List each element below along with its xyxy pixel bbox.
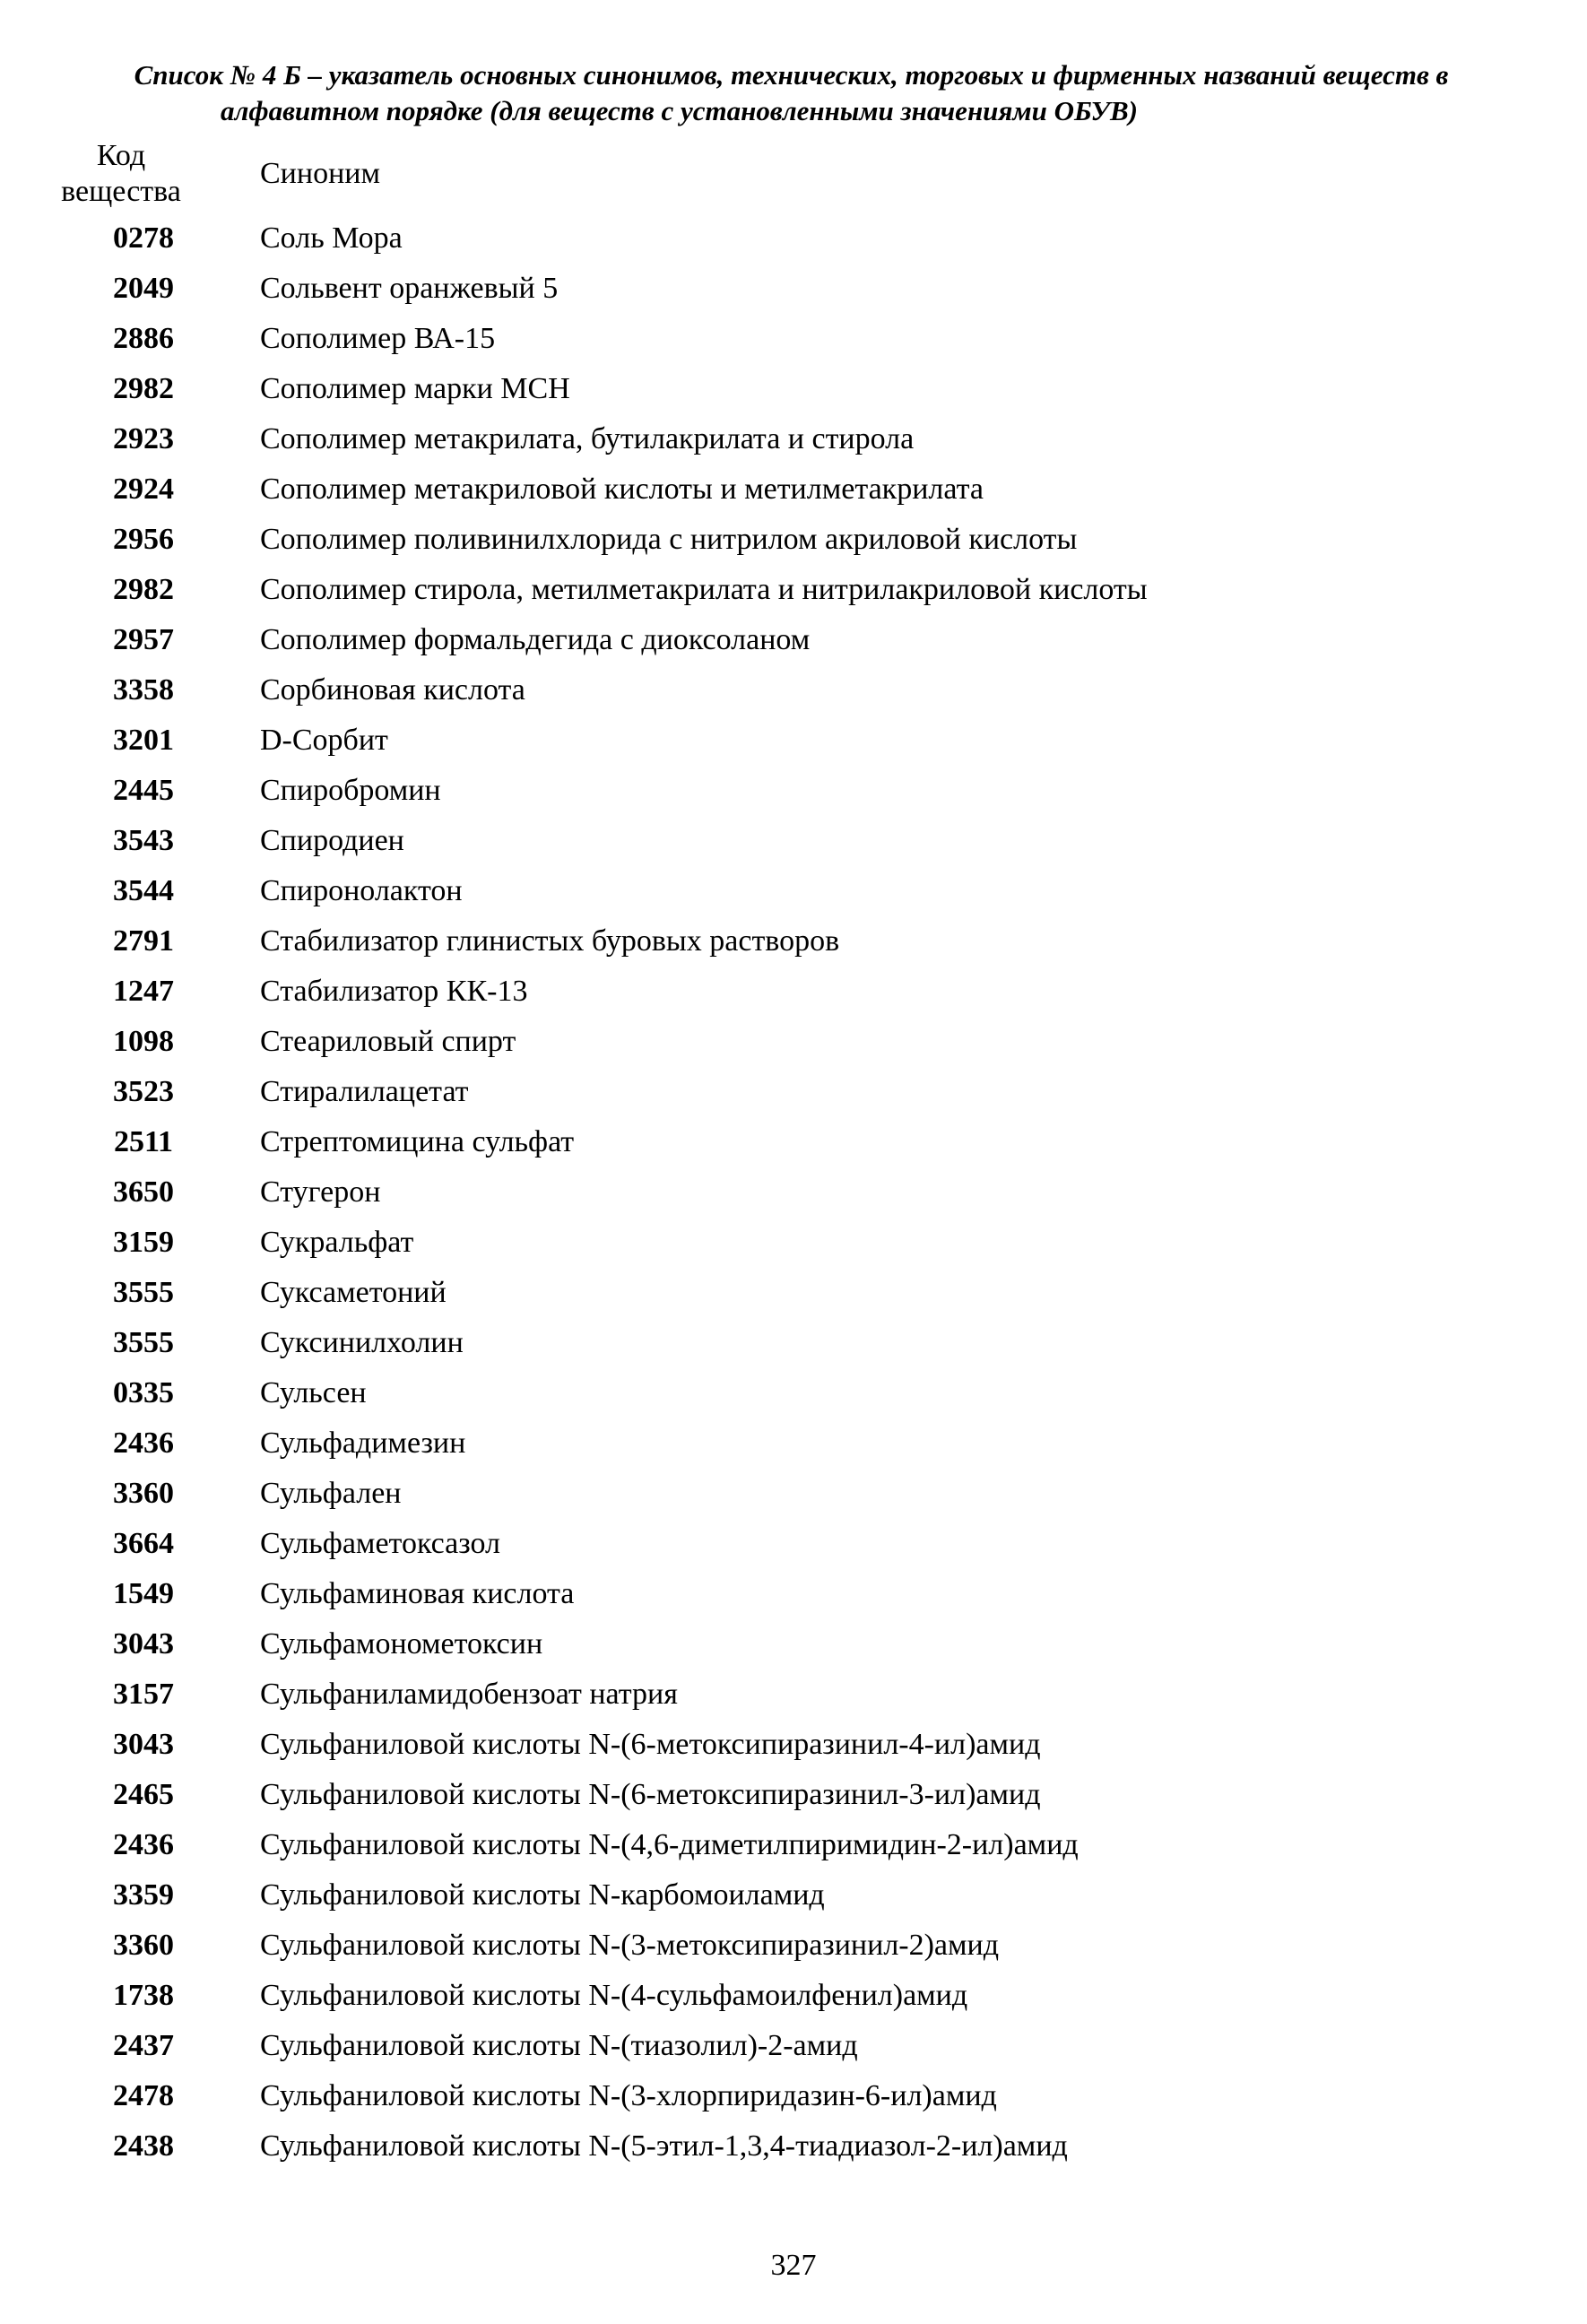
substance-code: 3157	[113, 1678, 174, 1711]
synonym-name: Сульфален	[260, 1477, 402, 1510]
substance-code: 3201	[113, 724, 174, 757]
table-row	[54, 364, 1587, 414]
synonym-name: Сульфаниловой кислоты N-(4-сульфамоилфенил)амид	[260, 1979, 968, 2012]
synonym-name: Стиралилацетат	[260, 1075, 469, 1108]
substance-code: 3650	[113, 1175, 174, 1209]
substance-code: 1549	[113, 1577, 174, 1610]
table-row	[54, 515, 1587, 565]
substance-code: 3543	[113, 824, 174, 857]
substance-code: 2049	[113, 272, 174, 305]
synonym-name: Суксинилхолин	[260, 1326, 464, 1359]
table-row	[54, 213, 1587, 264]
table-header	[54, 138, 1587, 210]
substance-code: 3544	[113, 874, 174, 907]
synonym-name: Сополимер метакрилата, бутилакрилата и стирола	[260, 422, 915, 455]
table-row	[54, 464, 1587, 515]
substance-code: 3664	[113, 1527, 174, 1560]
synonym-name: Стугерон	[260, 1175, 381, 1209]
substance-code: 2924	[113, 473, 174, 506]
table-body	[54, 213, 1587, 2172]
synonym-name: Спиронолактон	[260, 874, 463, 907]
synonym-name: Стрептомицина сульфат	[260, 1125, 575, 1158]
substance-code: 1738	[113, 1979, 174, 2012]
table-row	[54, 615, 1587, 665]
synonym-name: Сульфаниловой кислоты N-(6-метоксипиразинил-3-ил)амид	[260, 1778, 1041, 1811]
synonym-name: Сульфадимезин	[260, 1426, 466, 1460]
table-row	[54, 665, 1587, 715]
synonym-name: Сульфаниловой кислоты N-(3-метоксипиразинил-2)амид	[260, 1929, 1000, 1962]
substance-code: 3358	[113, 673, 174, 707]
table-row	[54, 1619, 1587, 1669]
substance-code: 3043	[113, 1627, 174, 1661]
synonym-name: Сульфаниловой кислоты N-(4,6-диметилпиримидин-2-ил)амид	[260, 1828, 1079, 1861]
table-row	[54, 1017, 1587, 1067]
table-row	[54, 314, 1587, 364]
table-row	[54, 1167, 1587, 1218]
synonym-name: Сульфаминовая кислота	[260, 1577, 575, 1610]
substance-code: 2982	[113, 573, 174, 606]
substance-code: 0278	[113, 221, 174, 255]
synonym-name: Сополимер формальдегида с диоксоланом	[260, 623, 811, 656]
table-row	[54, 766, 1587, 816]
substance-code: 2956	[113, 523, 174, 556]
synonym-name: Сополимер метакриловой кислоты и метилметакрилата	[260, 473, 984, 506]
table-row	[54, 1519, 1587, 1569]
table-row	[54, 1368, 1587, 1418]
substance-code: 2438	[113, 2129, 174, 2163]
column-header-synonym: Синоним	[260, 157, 380, 190]
page-number: 327	[770, 2249, 817, 2282]
table-row	[54, 565, 1587, 615]
substance-code: 1098	[113, 1025, 174, 1058]
table-row	[54, 1218, 1587, 1268]
table-row	[54, 866, 1587, 916]
substance-code: 2791	[113, 924, 174, 958]
synonym-name: Сольвент оранжевый 5	[260, 272, 559, 305]
synonym-name: Сульфаниловой кислоты N-(тиазолил)-2-амид	[260, 2029, 858, 2062]
substance-code: 2982	[113, 372, 174, 405]
substance-code: 2886	[113, 322, 174, 355]
synonym-name: Сополимер марки МСН	[260, 372, 570, 405]
column-header-code-label: Код вещества	[61, 139, 181, 208]
substance-code: 0335	[113, 1376, 174, 1409]
table-row	[54, 1469, 1587, 1519]
synonym-name: Сульфаниламидобензоат натрия	[260, 1678, 678, 1711]
synonym-name: Суксаметоний	[260, 1276, 447, 1309]
document-title-line2: алфавитном порядке (для веществ с установленными значениями ОБУВ)	[220, 95, 1138, 126]
substance-code: 2437	[113, 2029, 174, 2062]
synonym-name: Сульфаниловой кислоты N-карбомоиламид	[260, 1878, 825, 1912]
synonym-name: Сукральфат	[260, 1226, 414, 1259]
synonym-name: Стабилизатор глинистых буровых растворов	[260, 924, 840, 958]
substance-code: 3360	[113, 1929, 174, 1962]
synonym-name: Спиробромин	[260, 774, 441, 807]
table-row	[54, 1720, 1587, 1770]
table-row	[54, 1870, 1587, 1921]
substance-code: 2511	[113, 1125, 174, 1158]
substance-code: 2436	[113, 1828, 174, 1861]
synonym-name: Сульсен	[260, 1376, 367, 1409]
synonym-name: Сорбиновая кислота	[260, 673, 525, 707]
synonym-name: Сульфаниловой кислоты N-(5-этил-1,3,4-тиадиазол-2-ил)амид	[260, 2129, 1068, 2163]
synonym-name: Сополимер ВА-15	[260, 322, 496, 355]
substance-code: 2465	[113, 1778, 174, 1811]
substance-code: 3043	[113, 1728, 174, 1761]
synonym-name: Сульфамонометоксин	[260, 1627, 543, 1661]
synonym-name: Стабилизатор КК-13	[260, 975, 528, 1008]
substance-code: 2478	[113, 2079, 174, 2112]
document-title-line1: Список № 4 Б – указатель основных синонимов, технических, торговых и фирменных названий веществ в	[134, 59, 1449, 91]
table-row	[54, 1268, 1587, 1318]
synonym-name: Стеариловый спирт	[260, 1025, 516, 1058]
synonym-name: Сополимер стирола, метилметакрилата и нитрилакриловой кислоты	[260, 573, 1148, 606]
synonym-name: D-Сорбит	[260, 724, 388, 757]
table-row	[54, 1971, 1587, 2021]
table-row	[54, 1418, 1587, 1469]
synonym-name: Сульфаниловой кислоты N-(6-метоксипиразинил-4-ил)амид	[260, 1728, 1041, 1761]
synonym-table	[0, 138, 1587, 2172]
synonym-name: Сульфаниловой кислоты N-(3-хлорпиридазин-6-ил)амид	[260, 2079, 997, 2112]
table-row	[54, 1318, 1587, 1368]
substance-code: 3360	[113, 1477, 174, 1510]
table-row	[54, 1770, 1587, 1820]
table-row	[54, 715, 1587, 766]
document-title	[85, 57, 1497, 129]
synonym-name: Спиродиен	[260, 824, 404, 857]
synonym-name: Сульфаметоксазол	[260, 1527, 500, 1560]
table-row	[54, 816, 1587, 866]
table-row	[54, 2021, 1587, 2071]
substance-code: 2445	[113, 774, 174, 807]
synonym-name: Сополимер поливинилхлорида с нитрилом акриловой кислоты	[260, 523, 1078, 556]
table-row	[54, 967, 1587, 1017]
substance-code: 3555	[113, 1326, 174, 1359]
substance-code: 2923	[113, 422, 174, 455]
substance-code: 3159	[113, 1226, 174, 1259]
substance-code: 3523	[113, 1075, 174, 1108]
table-row	[54, 1921, 1587, 1971]
substance-code: 2957	[113, 623, 174, 656]
table-row	[54, 1669, 1587, 1720]
table-row	[54, 1569, 1587, 1619]
substance-code: 1247	[113, 975, 174, 1008]
substance-code: 2436	[113, 1426, 174, 1460]
synonym-name: Соль Мора	[260, 221, 403, 255]
table-row	[54, 414, 1587, 464]
substance-code: 3359	[113, 1878, 174, 1912]
table-row	[54, 2121, 1587, 2172]
table-row	[54, 1117, 1587, 1167]
table-row	[54, 264, 1587, 314]
table-row	[54, 2071, 1587, 2121]
table-row	[54, 1067, 1587, 1117]
substance-code: 3555	[113, 1276, 174, 1309]
table-row	[54, 1820, 1587, 1870]
table-row	[54, 916, 1587, 967]
column-header-code	[54, 138, 233, 210]
